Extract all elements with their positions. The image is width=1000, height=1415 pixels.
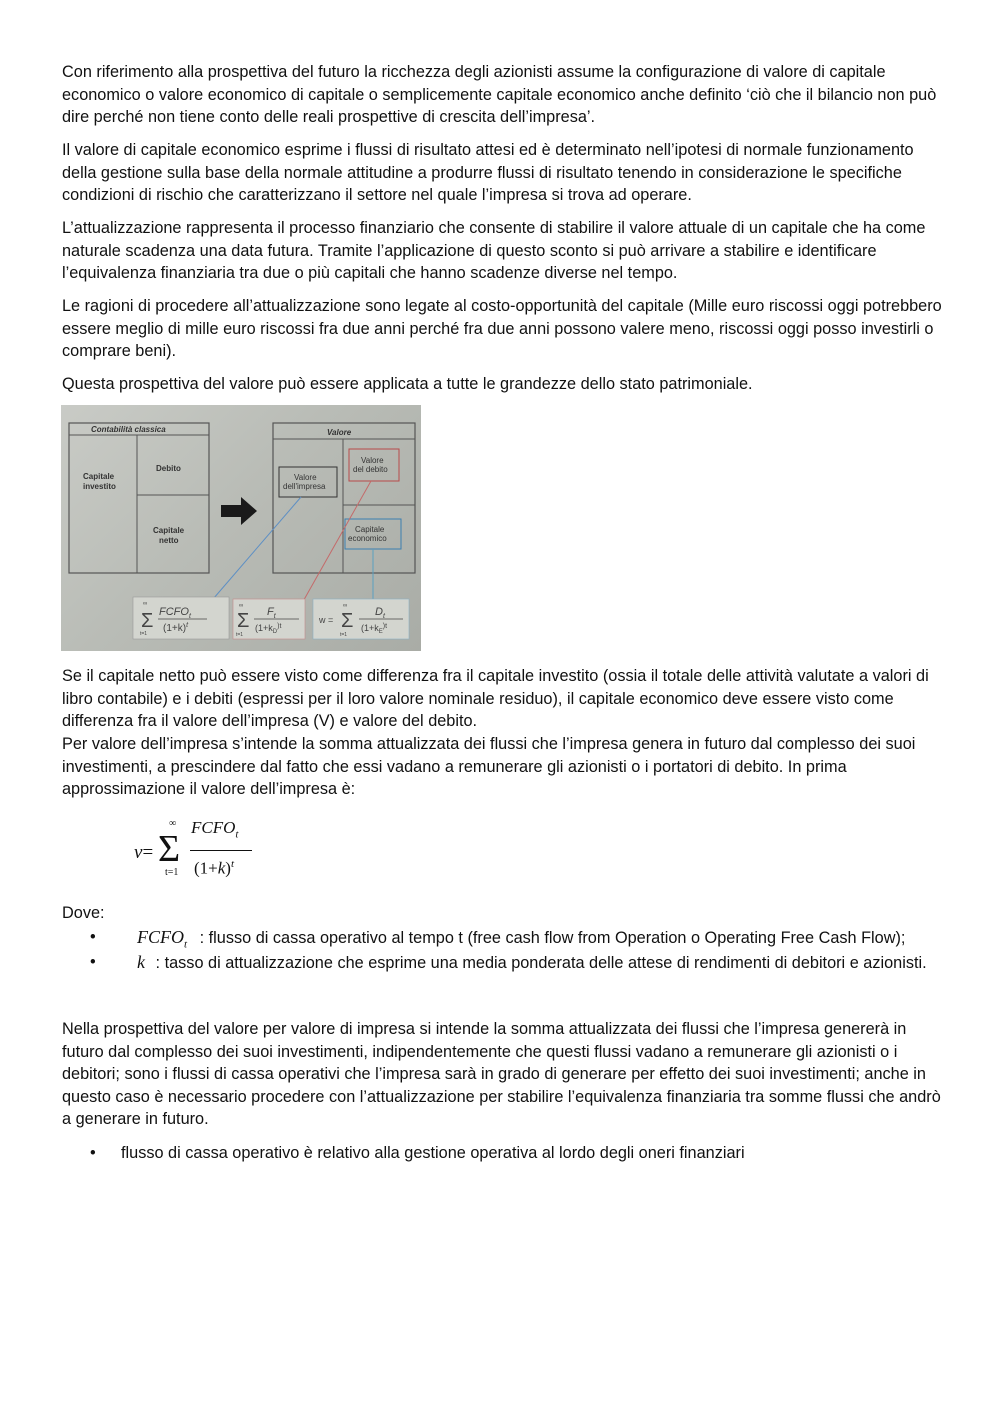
cap-netto-l1: Capitale (153, 526, 185, 535)
svg-text:Capitaleeconomico (348, 525, 387, 543)
balance-sheet-figure (61, 405, 421, 651)
formula-num: FCFO (191, 818, 236, 837)
bullet-symbol-k: k (137, 952, 145, 972)
left-title: Contabilità classica (91, 425, 166, 434)
paragraph-prospettiva: Questa prospettiva del valore può essere applicata a tutte le grandezze dello stato patrimoniale. (62, 375, 753, 393)
paragraph-capitale-economico: Con riferimento alla prospettiva del futuro la ricchezza degli azionisti assume la configurazione di valore di capitale economico o valore economico di capitale o semplicemente capitale economico anche definito ‘ciò che il bilancio non può dire perché non tiene conto delle reali prospettive di crescita dell’impresa’. (62, 63, 937, 126)
svg-text:Σ: Σ (237, 610, 250, 632)
svg-text:Valoredel debito (353, 456, 388, 474)
f3-sum-top: ∞ (343, 603, 348, 609)
bullet-text-fcfo: : flusso di cassa operativo al tempo t (free cash flow from Operation o Operating Free Cash Flow); (199, 929, 906, 947)
f3-sup: )t (382, 623, 388, 630)
svg-text:FCFOt (159, 606, 192, 620)
formula-num-sub: t (235, 828, 239, 841)
svg-text:Σ: Σ (141, 610, 154, 632)
debito-label: Debito (156, 464, 181, 473)
formula-den: (1+ (194, 858, 218, 878)
formula-sum-bottom: t=1 (165, 867, 179, 878)
svg-text:(1+k)t (163, 622, 189, 634)
formula-sum-top: ∞ (169, 818, 177, 829)
figure-svg (61, 405, 421, 651)
paragraph-valore-impresa: Per valore dell’impresa s’intende la somma attualizzata dei flussi che l’impresa genera in futuro dal complesso dei suoi investimenti, a prescindere dal fatto che essi vadano a remunerare gli azionisti o i portatori di debito. In prima approssimazione il valore dell’impresa è: (62, 735, 916, 798)
paragraph-ragioni: Le ragioni di procedere all’attualizzazione sono legate al costo-opportunità del capitale (Mille euro riscossi oggi potrebbero essere meglio di mille euro riscossi fra due anni perché fra due anni possono valere meno, riscossi oggi posso investirli o comprare beni). (62, 297, 942, 360)
f2-den: (1+k (255, 623, 273, 633)
f3-densub: E (378, 629, 383, 635)
dove-label: Dove: (62, 904, 105, 922)
arrow-right-icon (221, 497, 257, 525)
bullet-dot: • (90, 1144, 96, 1162)
f3-sum-bottom: t=1 (340, 632, 348, 638)
svg-text:Σ: Σ (341, 610, 354, 632)
bullet-dot: • (90, 928, 96, 946)
f1-sum-top: ∞ (143, 601, 148, 607)
formula-den-sup: t (230, 858, 235, 870)
paragraph-valore-capitale: Il valore di capitale economico esprime i flussi di risultato attesi ed è determinato nell’ipotesi di normale funzionamento della gestione sulla base della normale attitudine a produrre flussi di risultato tenendo in considerazione le specifiche condizioni di rischio che caratterizzano il settore nel quale l’impresa si trova ad operare. (62, 141, 914, 204)
f3-sub: t (382, 613, 385, 620)
cap-economico-l1: Capitale (355, 525, 385, 534)
f3-prefix: w = (319, 615, 334, 625)
formula-den-close: ) (225, 858, 231, 878)
cap-economico-l2: economico (348, 534, 387, 543)
bullet-text-k: : tasso di attualizzazione che esprime una media ponderata delle attese di rendimenti di debitori e azionisti. (155, 954, 927, 972)
svg-text:Capitaleinvestito (83, 472, 116, 491)
f1-num: FCFO (159, 606, 189, 618)
paragraph-capitale-netto: Se il capitale netto può essere visto come differenza fra il capitale investito (ossia il totale delle attività valutate a valori di libro contabile) e i debiti (espressi per il loro valore nominale residuo), il capitale economico deve essere visto come differenza fra il valore dell’impresa (V) e valore del debito. (62, 667, 929, 730)
right-title: Valore (327, 428, 352, 437)
svg-text:Valoredell'impresa (283, 473, 326, 491)
paragraph-attualizzazione: L’attualizzazione rappresenta il processo finanziario che consente di stabilire il valore attuale di un capitale che ha come naturale scadenza una data futura. Tramite l’applicazione di questo sconto si può arrivare a stabilire e identificare l’equivalenza finanziaria tra due o più capitali che hanno scadenze diverse nel tempo. (62, 219, 926, 282)
f2-sum-bottom: t=1 (236, 632, 244, 638)
cap-netto-l2: netto (159, 536, 179, 545)
f2-num: F (267, 606, 274, 618)
bullet-symbol-fcfo: $FCFO_t$ (137, 927, 188, 951)
paragraph-prospettiva-valore: Nella prospettiva del valore per valore di impresa si intende la somma attualizzata dei flussi che l’impresa genererà in futuro dal complesso dei suoi investimenti, indipendentemente che questi flussi vadano a remunerare gli azionisti o i debitori; sono i flussi di cassa operativi che l’impresa sarà in grado di generare per effetto dei suoi investimenti; anche in questo caso è necessario procedere con l’attualizzazione per stabilire l’equivalenza finanziaria tra somme flussi che andrò a generare in futuro. (62, 1020, 941, 1128)
f1-den: (1+k) (163, 623, 187, 634)
f1-sum-bottom: t=1 (140, 631, 148, 637)
cap-investito-l2: investito (83, 482, 116, 491)
f1-sub: t (188, 613, 191, 620)
f1-sup: t (186, 622, 189, 629)
f3-num: D (375, 606, 383, 618)
valore-debito-l2: del debito (353, 465, 388, 474)
cap-investito-l1: Capitale (83, 472, 115, 481)
f2-sup: )t (277, 623, 282, 630)
formula-equals: = (142, 842, 154, 863)
f2-densub: D (272, 629, 278, 635)
svg-text:Capitalenetto (153, 526, 185, 545)
f3-den: (1+k (361, 623, 379, 633)
f2-sub: t (273, 613, 276, 620)
bullet-dot: • (90, 953, 96, 971)
valore-impresa-l2: dell'impresa (283, 482, 326, 491)
formula-lhs: v (134, 842, 143, 863)
formula-den-var: k (217, 858, 226, 878)
bullet-text-flusso: flusso di cassa operativo è relativo alla gestione operativa al lordo degli oneri finanziari (121, 1144, 745, 1162)
valore-impresa-formula: v= Σ ∞ t=1 $FCFO_t$ $(1+k)^t$ (134, 812, 274, 882)
f2-sum-top: ∞ (239, 603, 244, 609)
valore-debito-l1: Valore (361, 456, 384, 465)
valore-impresa-l1: Valore (294, 473, 317, 482)
